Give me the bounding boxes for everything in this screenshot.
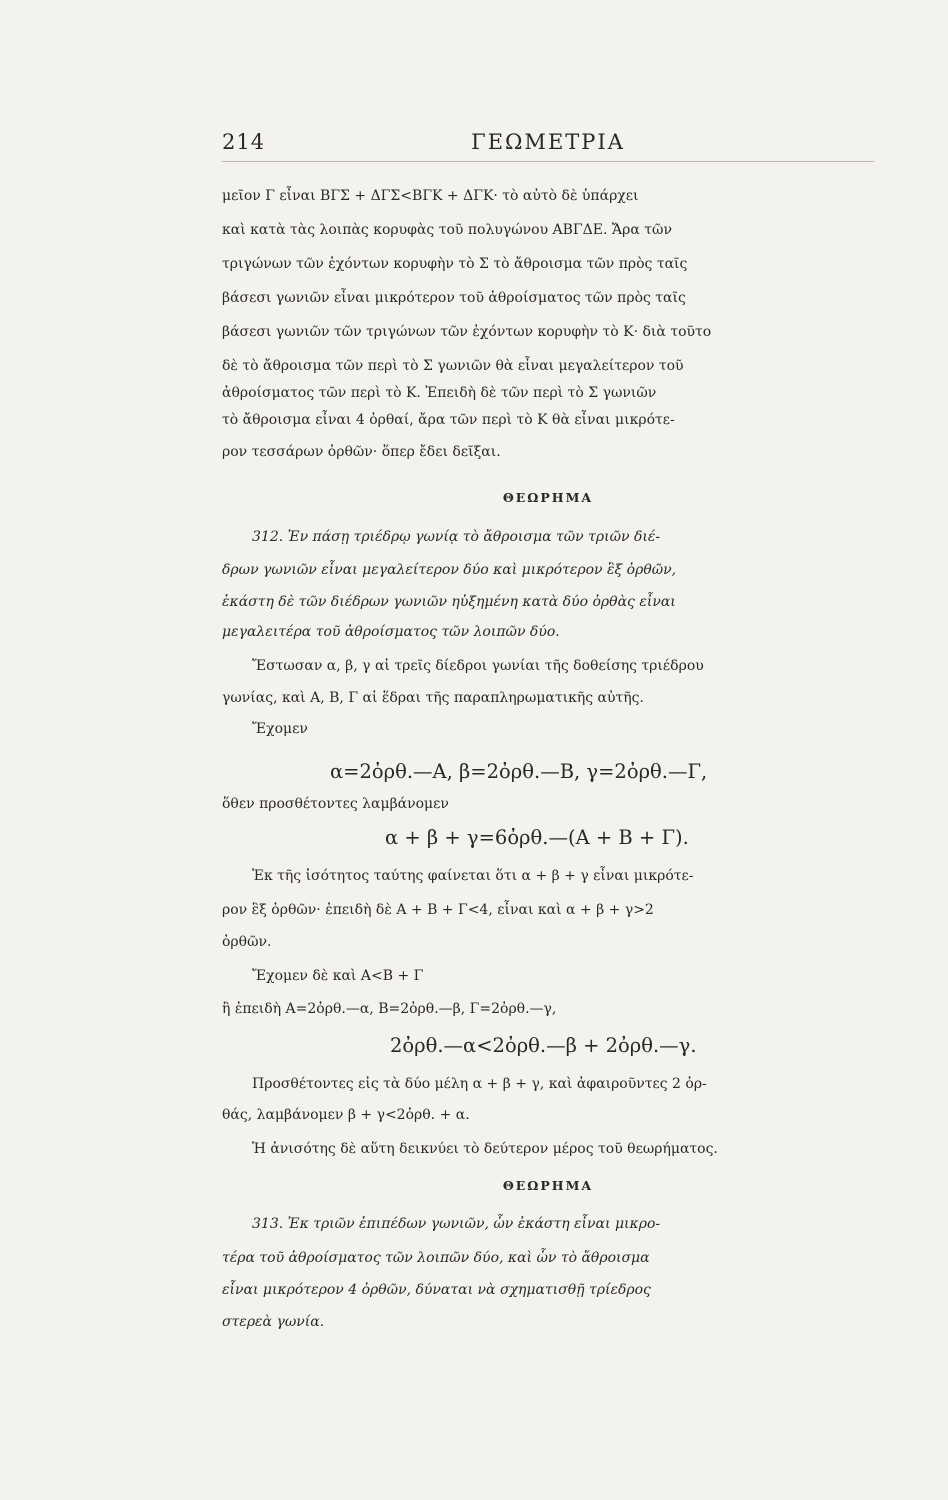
theorem-312-line: 312. Ἐν πάσῃ τριέδρῳ γωνίᾳ τὸ ἄθροισμα τῶν τριῶν διέ-	[252, 529, 661, 545]
running-title: ΓΕΩΜΕΤΡΙΑ	[471, 130, 625, 154]
formula-sum: α + β + γ=6ὀρθ.—(Α + Β + Γ).	[385, 826, 689, 849]
text-line: βάσεσι γωνιῶν εἶναι μικρότερον τοῦ ἀθροίσματος τῶν πρὸς ταῖς	[222, 290, 686, 306]
text-line: γωνίας, καὶ Α, Β, Γ αἱ ἕδραι τῆς παραπληρωματικῆς αὐτῆς.	[222, 690, 644, 706]
theorem-313-line: εἶναι μικρότερον 4 ὀρθῶν, δύναται νὰ σχηματισθῇ τρίεδρος	[222, 1282, 651, 1298]
theorem-heading: ΘΕΩΡΗΜΑ	[502, 1178, 594, 1193]
text-line: καὶ κατὰ τὰς λοιπὰς κορυφὰς τοῦ πολυγώνου ΑΒΓΔΕ. Ἄρα τῶν	[222, 222, 672, 238]
text-line: Ἡ ἀνισότης δὲ αὕτη δεικνύει τὸ δεύτερον μέρος τοῦ θεωρήματος.	[252, 1141, 718, 1157]
theorem-312-line: μεγαλειτέρα τοῦ ἀθροίσματος τῶν λοιπῶν δύο.	[222, 624, 560, 640]
text-line: δὲ τὸ ἄθροισμα τῶν περὶ τὸ Σ γωνιῶν θὰ εἶναι μεγαλείτερον τοῦ	[222, 358, 684, 374]
text-line: ἢ ἐπειδὴ Α=2ὀρθ.—α, Β=2ὀρθ.—β, Γ=2ὀρθ.—γ,	[222, 1001, 557, 1017]
text-line: τὸ ἄθροισμα εἶναι 4 ὀρθαί, ἄρα τῶν περὶ τὸ Κ θὰ εἶναι μικρότε-	[222, 412, 675, 428]
text-line: ὅθεν προσθέτοντες λαμβάνομεν	[222, 796, 449, 812]
text-line: ρον τεσσάρων ὀρθῶν· ὅπερ ἔδει δεῖξαι.	[222, 444, 501, 460]
formula-supplements: α=2ὀρθ.—Α, β=2ὀρθ.—Β, γ=2ὀρθ.—Γ,	[330, 760, 708, 783]
text-line: βάσεσι γωνιῶν τῶν τριγώνων τῶν ἐχόντων κορυφὴν τὸ Κ· διὰ τοῦτο	[222, 324, 712, 340]
text-line: Ἔστωσαν α, β, γ αἱ τρεῖς δίεδροι γωνίαι τῆς δοθείσης τριέδρου	[252, 658, 704, 674]
formula-inequality: 2ὀρθ.—α<2ὀρθ.—β + 2ὀρθ.—γ.	[390, 1034, 697, 1057]
text-line: ρον ἓξ ὀρθῶν· ἐπειδὴ δὲ Α + Β + Γ<4, εἶναι καὶ α + β + γ>2	[222, 902, 654, 918]
theorem-313-line: τέρα τοῦ ἀθροίσματος τῶν λοιπῶν δύο, καὶ ὧν τὸ ἄθροισμα	[222, 1250, 650, 1266]
text-line: Ἔχομεν δὲ καὶ Α<Β + Γ	[252, 968, 424, 984]
text-line: Ἔχομεν	[252, 721, 308, 737]
page-number: 214	[222, 130, 266, 154]
theorem-313-line: στερεὰ γωνία.	[222, 1314, 325, 1330]
header-rule	[222, 161, 874, 162]
text-line: τριγώνων τῶν ἐχόντων κορυφὴν τὸ Σ τὸ ἄθροισμα τῶν πρὸς ταῖς	[222, 256, 688, 272]
text-line: ὀρθῶν.	[222, 934, 272, 950]
theorem-312-line: ἑκάστη δὲ τῶν διέδρων γωνιῶν ηὐξημένη κατὰ δύο ὀρθὰς εἶναι	[222, 594, 676, 610]
theorem-heading: ΘΕΩΡΗΜΑ	[502, 490, 594, 505]
text-line: μεῖον Γ εἶναι ΒΓΣ + ΔΓΣ<ΒΓΚ + ΔΓΚ· τὸ αὐτὸ δὲ ὑπάρχει	[222, 188, 639, 204]
theorem-312-line: δρων γωνιῶν εἶναι μεγαλείτερον δύο καὶ μικρότερον ἓξ ὀρθῶν,	[222, 562, 677, 578]
text-line: Προσθέτοντες εἰς τὰ δύο μέλη α + β + γ, καὶ ἀφαιροῦντες 2 ὀρ-	[252, 1076, 707, 1092]
text-line: θάς, λαμβάνομεν β + γ<2ὀρθ. + α.	[222, 1107, 470, 1123]
page-header	[222, 126, 874, 162]
text-line: ἀθροίσματος τῶν περὶ τὸ Κ. Ἐπειδὴ δὲ τῶν περὶ τὸ Σ γωνιῶν	[222, 385, 657, 401]
theorem-313-line: 313. Ἐκ τριῶν ἐπιπέδων γωνιῶν, ὧν ἑκάστη εἶναι μικρο-	[252, 1216, 661, 1232]
text-line: Ἐκ τῆς ἰσότητος ταύτης φαίνεται ὅτι α + β + γ εἶναι μικρότε-	[252, 868, 694, 884]
